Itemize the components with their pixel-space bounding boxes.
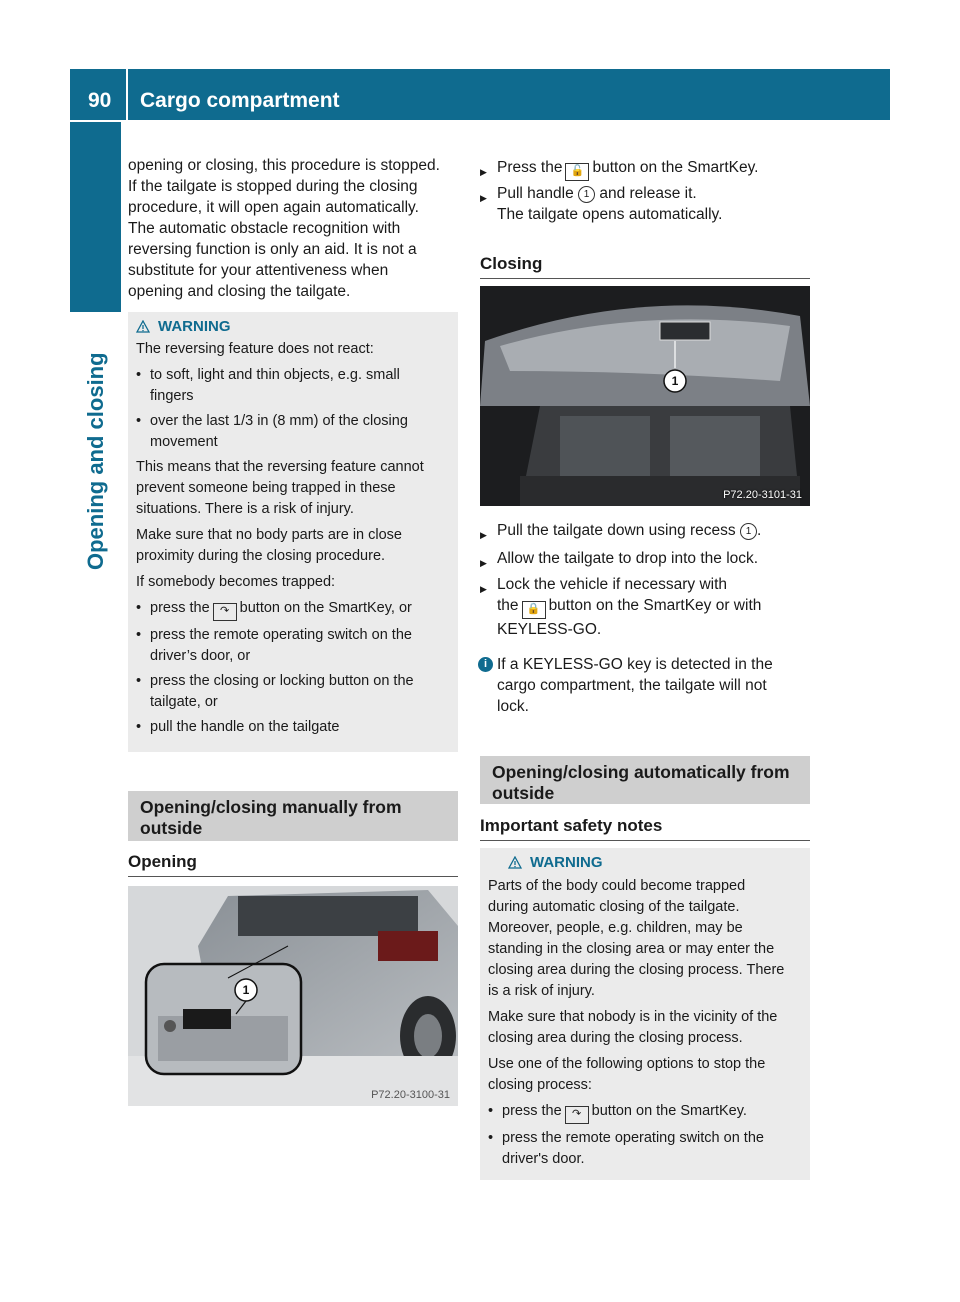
tailgate-open-illustration [480,286,810,506]
list-item: • press the ↷ button on the SmartKey. [488,1101,806,1124]
sidebar-section-label: Opening and closing [83,352,108,570]
warning-paragraph: Make sure that nobody is in the vicinity of the closing area during the closing process. [488,1009,778,1046]
callout-1: 1 [242,983,250,997]
warning-paragraph: Use one of the following options to stop the closing process: [488,1056,766,1093]
warning-box [480,848,810,1180]
subheading-closing: Closing [480,254,810,279]
tailgate-button-icon: ↷ [565,1106,589,1124]
list-item: • press the remote operating switch on the driver’s door, or [136,625,452,667]
list-item: • to soft, light and thin objects, e.g. small fingers [136,365,452,407]
warning-paragraph: If somebody becomes trapped: [136,574,336,590]
tailgate-closing-figure [480,286,810,506]
section-heading: Opening/closing automatically from outside [480,756,810,804]
warning-lead: The reversing feature does not react: [136,341,374,357]
figure-code: P72.20-3100-31 [371,1089,450,1101]
warning-triangle-icon [508,856,522,869]
step-item: ▶ Pull the tailgate down using recess 1 . [480,520,827,541]
lock-icon: 🔒 [522,601,546,619]
page-header [70,69,890,120]
tailgate-button-icon: ↷ [213,603,237,621]
warning-title: WARNING [488,854,806,871]
warning-box [128,312,458,752]
list-item: • press the remote operating switch on the driver's door. [488,1128,806,1170]
step-item: ▶ Lock the vehicle if necessary with the 🔒 button on the SmartKey or with KEYLESS-GO. [480,574,827,640]
info-icon: i [478,657,493,672]
warning-paragraph: Parts of the body could become trapped during automatic closing of the tailgate. Moreover, people, e.g. children, may be standing in the closing area or may enter the closing area during the closing process. There is a risk of injury. [488,878,785,999]
list-item: • press the closing or locking button on the tailgate, or [136,671,452,713]
figure-code: P72.20-3101-31 [723,489,802,501]
subheading-safety-notes: Important safety notes [480,816,810,841]
intro-paragraph: opening or closing, this procedure is stopped. If the tailgate is stopped during the closing procedure, it will open again automatically. The automatic obstacle recognition with reversing function is only an aid. It is not a substitute for your attentiveness when opening and closing the tailgate. [128,157,440,300]
warning-paragraph: Make sure that no body parts are in close proximity during the closing procedure. [136,527,402,564]
list-item: • press the ↷ button on the SmartKey, or [136,598,452,621]
tailgate-photo-illustration [128,886,458,1106]
info-note: i If a KEYLESS-GO key is detected in the cargo compartment, the tailgate will not lock. [480,654,810,717]
list-item: • pull the handle on the tailgate [136,717,452,738]
unlock-icon: 🔓 [565,163,589,181]
page-number: 90 [88,89,112,112]
warning-title: WARNING [136,318,452,335]
warning-triangle-icon [136,320,150,333]
section-heading: Opening/closing manually from outside [128,791,458,841]
header-divider [126,69,128,120]
callout-1: 1 [671,374,679,388]
tailgate-handle-figure [128,886,458,1106]
callout-1-inline: 1 [578,186,595,203]
callout-1-inline: 1 [740,523,757,540]
list-item: • over the last 1/3 in (8 mm) of the closing movement [136,411,452,453]
sidebar-tab [70,122,121,312]
subheading-opening: Opening [128,852,458,877]
page-title: Cargo compartment [140,89,340,112]
warning-paragraph: This means that the reversing feature cannot prevent someone being trapped in these situations. There is a risk of injury. [136,459,424,517]
step-item: ▶ Pull handle 1 and release it. The tailgate opens automatically. [480,183,827,225]
step-item: ▶ Allow the tailgate to drop into the lock. [480,548,827,569]
step-item: ▶ Press the 🔓 button on the SmartKey. [480,157,827,181]
